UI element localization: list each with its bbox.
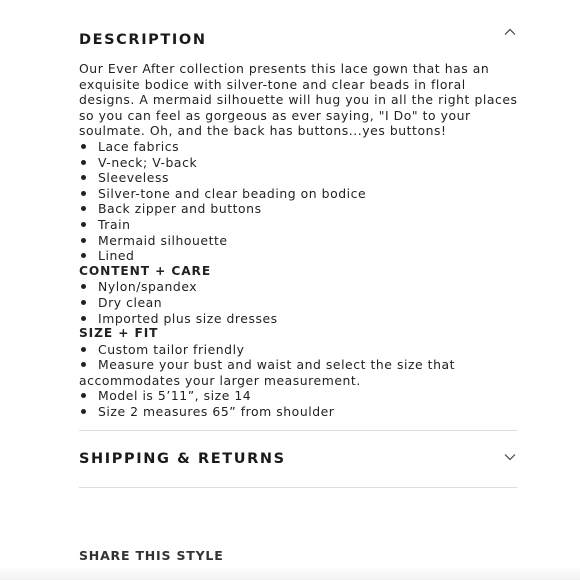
bullet-icon bbox=[81, 362, 86, 367]
list-item: Model is 5’11”, size 14 bbox=[79, 388, 519, 404]
list-item: Train bbox=[79, 217, 519, 233]
list-item bbox=[79, 357, 519, 388]
features-list bbox=[79, 139, 519, 264]
list-item: Mermaid silhouette bbox=[79, 233, 519, 249]
list-item: V-neck; V-back bbox=[79, 155, 519, 171]
list-item: Size 2 measures 65” from shoulder bbox=[79, 404, 519, 420]
list-item: Dry clean bbox=[79, 295, 519, 311]
description-title: DESCRIPTION bbox=[79, 32, 207, 48]
description-intro: Our Ever After collection presents this lace gown that has an exquisite bodice with silver-tone and clear beads in floral designs. A mermaid silhouette will hug you in all the right places so you can feel as gorgeous as ever saying, "I Do" to your soulmate. Oh, and the back has buttons...yes buttons! bbox=[79, 61, 518, 139]
content-care-heading: CONTENT + CARE bbox=[79, 263, 212, 278]
section-divider bbox=[79, 487, 517, 488]
section-divider bbox=[79, 430, 517, 431]
size-fit-heading: SIZE + FIT bbox=[79, 326, 159, 341]
list-item: Lace fabrics bbox=[79, 139, 519, 155]
description-header[interactable] bbox=[79, 30, 517, 50]
shipping-returns-title: SHIPPING & RETURNS bbox=[79, 451, 286, 467]
shipping-returns-header[interactable] bbox=[79, 449, 517, 469]
list-item: Silver-tone and clear beading on bodice bbox=[79, 186, 519, 202]
content-care-list bbox=[79, 279, 519, 326]
list-item: Custom tailor friendly bbox=[79, 342, 519, 358]
list-item: Lined bbox=[79, 248, 519, 264]
share-this-style-heading: SHARE THIS STYLE bbox=[79, 548, 224, 563]
chevron-up-icon[interactable] bbox=[503, 25, 517, 39]
description-content bbox=[79, 61, 519, 420]
list-item: Imported plus size dresses bbox=[79, 311, 519, 327]
list-item: Back zipper and buttons bbox=[79, 201, 519, 217]
chevron-down-icon[interactable] bbox=[503, 450, 517, 464]
list-item: Sleeveless bbox=[79, 170, 519, 186]
bottom-fade bbox=[0, 566, 580, 580]
list-item: Nylon/spandex bbox=[79, 279, 519, 295]
list-item-text: Measure your bust and waist and select the size that accommodates your larger measurement. bbox=[79, 357, 456, 388]
size-fit-list bbox=[79, 342, 519, 420]
